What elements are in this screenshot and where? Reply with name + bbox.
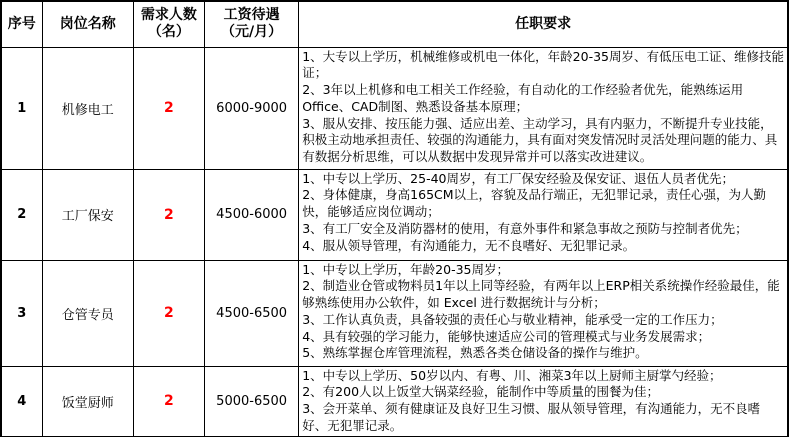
requirement-item: 3、会开菜单、须有健康证及良好卫生习惯、服从领导管理，有沟通能力，无不良嗜好、无犯罪记录。	[302, 401, 761, 433]
cell-serial-number: 2	[1, 169, 42, 260]
header-row	[1, 1, 788, 47]
cell-position-name: 仓管专员	[42, 260, 133, 366]
cell-serial-number: 4	[1, 366, 42, 437]
header-position-name	[42, 1, 133, 47]
requirement-item: 2、制造业仓管或物料员1年以上同等经验，有两年以上ERP相关系统操作经验最佳，能够熟练使用办公软件，如 Excel 进行数据统计与分析；	[302, 278, 780, 311]
cell-requirements	[299, 47, 788, 169]
cell-salary: 4500-6000	[204, 169, 298, 260]
cell-salary: 5000-6500	[204, 366, 298, 437]
requirement-item: 3、有工厂安全及消防器材的使用，有意外事件和紧急事故之预防与控制者优先；	[302, 220, 748, 236]
requirement-item: 5、熟练掌握仓库管理流程，熟悉各类仓储设备的操作与维护。	[302, 345, 648, 361]
cell-salary: 4500-6500	[204, 260, 298, 366]
header-salary-line1: 工资待遇	[223, 6, 280, 23]
cell-position-name: 工厂保安	[42, 169, 133, 260]
requirement-item: 1、大专以上学历，机械维修或机电一体化，年龄20-35周岁、有低压电工证、维修技能证；	[302, 48, 784, 81]
table-header	[1, 1, 788, 47]
header-requirements-label: 任职要求	[515, 15, 572, 32]
cell-headcount: 2	[133, 47, 204, 169]
header-position-name-label: 岗位名称	[59, 15, 116, 32]
requirement-item: 1、中专以上学历、25-40周岁，有工厂保安经验及保安证、退伍人员者优先；	[302, 170, 734, 186]
cell-requirements	[299, 260, 788, 366]
cell-requirements	[299, 169, 788, 260]
requirement-item: 4、具有较强的学习能力，能够快速适应公司的管理模式与业务发展需求；	[302, 328, 711, 344]
cell-headcount: 2	[133, 366, 204, 437]
cell-salary: 6000-9000	[204, 47, 298, 169]
header-serial-number-label: 序号	[7, 15, 36, 32]
table-row	[1, 169, 788, 260]
requirement-item: 4、服从领导管理，有沟通能力，无不良嗜好、无犯罪记录。	[302, 237, 636, 253]
cell-position-name: 饭堂厨师	[42, 366, 133, 437]
header-serial-number	[1, 1, 42, 47]
requirement-item: 2、3年以上机修和电工相关工作经验，有自动化的工作经验者优先，能熟练运用Office、CAD制图、熟悉设备基本原理；	[302, 82, 744, 114]
table-row	[1, 47, 788, 169]
cell-requirements	[299, 366, 788, 437]
header-headcount	[133, 1, 204, 47]
requirement-item: 3、工作认真负责，具备较强的责任心与敬业精神，能承受一定的工作压力；	[302, 311, 723, 327]
cell-serial-number: 1	[1, 47, 42, 169]
requirement-item: 2、身体健康，身高165CM以上，容貌及品行端正，无犯罪记录，责任心强，为人勤快，能够适应岗位调动；	[302, 187, 767, 220]
header-headcount-line1: 需求人数	[140, 6, 197, 23]
cell-serial-number: 3	[1, 260, 42, 366]
header-requirements	[299, 1, 788, 47]
requirement-item: 3、服从安排、按压能力强、适应出差、主动学习，具有内驱力，不断提升专业技能，积极主动地承担责任、较强的沟通能力，具有面对突发情况时灵活处理问题的能力、具有数据分析思维，可以从数据中发现异常并可以落实改进建议。	[302, 115, 778, 165]
cell-headcount: 2	[133, 260, 204, 366]
table-row	[1, 260, 788, 366]
requirement-item: 2、有200人以上饭堂大锅菜经验，能制作中等质量的围餐为佳；	[302, 384, 660, 400]
requirement-item: 1、中专以上学历、50岁以内、有粤、川、湘菜3年以上厨师主厨掌勺经验；	[302, 367, 722, 383]
cell-headcount: 2	[133, 169, 204, 260]
header-headcount-line2: （名）	[147, 24, 190, 41]
header-salary	[204, 1, 298, 47]
cell-position-name: 机修电工	[42, 47, 133, 169]
header-salary-line2: （元/月）	[221, 24, 283, 41]
table-row	[1, 366, 788, 437]
requirement-item: 1、中专以上学历，年龄20-35周岁；	[302, 261, 509, 277]
